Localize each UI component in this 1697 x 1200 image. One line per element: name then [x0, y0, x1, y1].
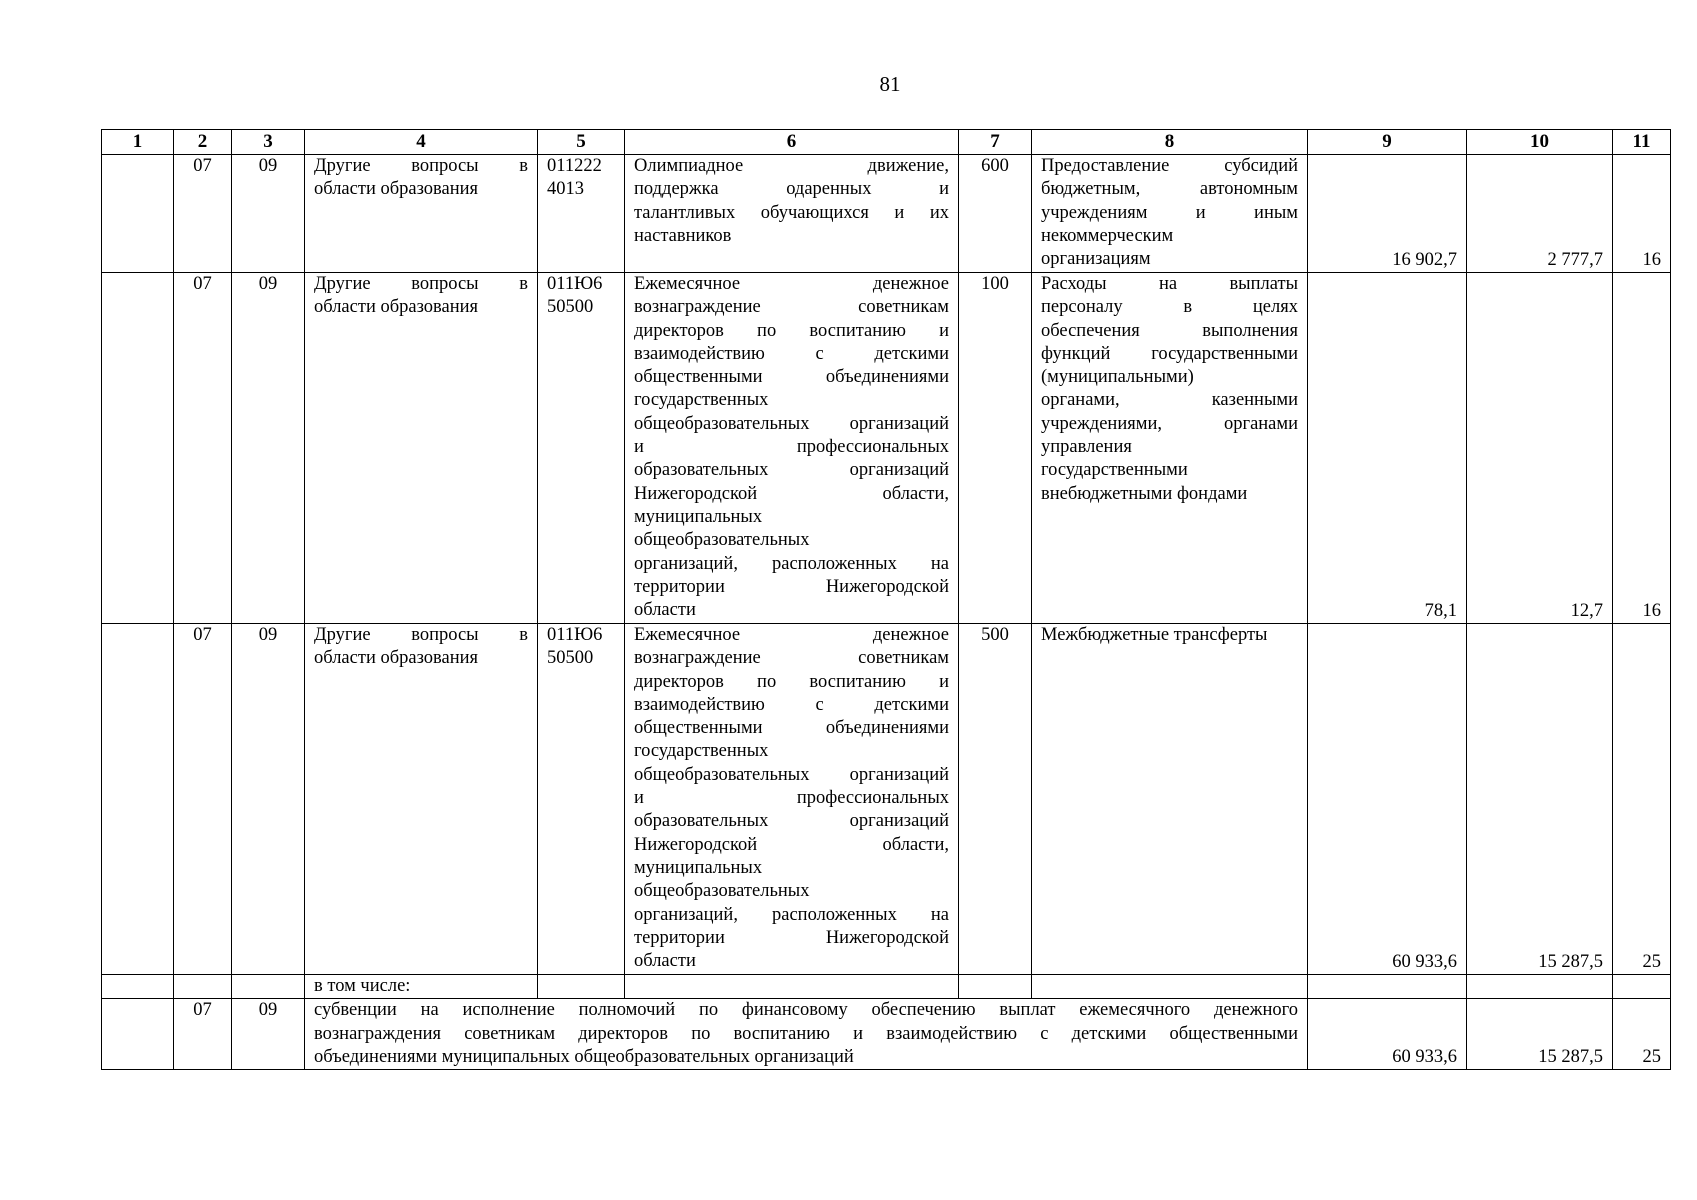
cell-section-name: [305, 624, 538, 975]
cell-empty: [1308, 975, 1467, 999]
table-row-subvention: [102, 999, 1671, 1070]
cell-empty: [174, 975, 232, 999]
text-line: Расходы на выплаты: [1041, 274, 1298, 294]
text-line: Нижегородской области,: [634, 834, 949, 855]
text-line: области образования: [314, 648, 479, 669]
cell-amount-9: 60 933,6: [1308, 999, 1467, 1070]
text-line: области образования: [314, 297, 479, 318]
text-line: общественными объединениями: [634, 367, 949, 388]
text-line: внебюджетными фондами: [1041, 483, 1248, 504]
text-line: муниципальных: [634, 857, 763, 878]
text-line: 011Ю6: [547, 274, 603, 294]
text-line: поддержка одаренных и: [634, 179, 949, 200]
cell-amount-10: 2 777,7: [1467, 155, 1613, 273]
text-line: и профессиональных: [634, 788, 949, 809]
subvention-text: [305, 999, 1308, 1070]
column-number: 7: [959, 130, 1032, 155]
text-line: Олимпиадное движение,: [634, 156, 949, 176]
column-number: 1: [102, 130, 174, 155]
text-line: наставников: [634, 225, 732, 246]
cell-col1: [102, 624, 174, 975]
text-line: образовательных организаций: [634, 811, 949, 832]
cell-empty: [1613, 975, 1671, 999]
cell-empty: [538, 975, 625, 999]
cell-subsection: 09: [232, 273, 305, 624]
including-label: в том числе:: [305, 975, 538, 999]
table-row: [102, 155, 1671, 273]
cell-empty: [232, 975, 305, 999]
cell-empty: [959, 975, 1032, 999]
cell-amount-9: 60 933,6: [1308, 624, 1467, 975]
table-row: [102, 273, 1671, 624]
cell-expense-type: 500: [959, 624, 1032, 975]
text-line: обеспечения выполнения: [1041, 320, 1298, 341]
text-line: организаций, расположенных на: [634, 553, 949, 574]
text-line: общеобразовательных организаций: [634, 764, 949, 785]
cell-col11: 25: [1613, 999, 1671, 1070]
text-line: директоров по воспитанию и: [634, 320, 949, 341]
cell-empty: [1032, 975, 1308, 999]
cell-empty: [1467, 975, 1613, 999]
text-line: области образования: [314, 179, 479, 200]
column-number: 5: [538, 130, 625, 155]
cell-amount-10: 15 287,5: [1467, 999, 1613, 1070]
text-line: и профессиональных: [634, 437, 949, 458]
page-number: 81: [879, 72, 901, 96]
text-line: государственными: [1041, 460, 1188, 481]
cell-target-code: [538, 155, 625, 273]
text-line: общеобразовательных организаций: [634, 413, 949, 434]
text-line: учреждениями, органами: [1041, 413, 1298, 434]
text-line: общественными объединениями: [634, 718, 949, 739]
cell-section-name: [305, 273, 538, 624]
text-line: персоналу в целях: [1041, 297, 1298, 318]
text-line: взаимодействию с детскими: [634, 694, 949, 715]
text-line: учреждениям и иным: [1041, 202, 1298, 223]
table-row-including: [102, 975, 1671, 999]
text-line: директоров по воспитанию и: [634, 671, 949, 692]
text-line: организациям: [1041, 249, 1151, 270]
cell-target-code: [538, 624, 625, 975]
cell-expense-type-name: [1032, 273, 1308, 624]
column-number: 11: [1613, 130, 1671, 155]
table-row: [102, 624, 1671, 975]
text-line: взаимодействию с детскими: [634, 343, 949, 364]
column-number-row: [102, 130, 1671, 155]
cell-empty: [102, 999, 174, 1070]
cell-empty: [625, 975, 959, 999]
text-line: области: [634, 600, 696, 621]
cell-col11: 16: [1613, 273, 1671, 624]
text-line: государственных: [634, 741, 769, 762]
cell-expense-type-name: [1032, 155, 1308, 273]
cell-expense-type: 600: [959, 155, 1032, 273]
cell-target-name: [625, 624, 959, 975]
text-line: Ежемесячное денежное: [634, 625, 949, 645]
text-line: управления: [1041, 437, 1132, 458]
text-line: образовательных организаций: [634, 460, 949, 481]
text-line: Другие вопросы в: [314, 156, 528, 176]
column-number: 9: [1308, 130, 1467, 155]
text-line: Межбюджетные трансферты: [1041, 625, 1268, 645]
text-line: 011222: [547, 156, 602, 176]
cell-col11: 16: [1613, 155, 1671, 273]
cell-subsection: 09: [232, 155, 305, 273]
text-line: объединениями муниципальных общеобразовательных организаций: [314, 1046, 854, 1067]
text-line: Нижегородской области,: [634, 483, 949, 504]
cell-section: 07: [174, 273, 232, 624]
text-line: вознаграждение советникам: [634, 297, 949, 318]
text-line: 011Ю6: [547, 625, 603, 645]
text-line: талантливых обучающихся и их: [634, 202, 949, 223]
cell-col1: [102, 155, 174, 273]
text-line: некоммерческим: [1041, 225, 1174, 246]
text-line: организаций, расположенных на: [634, 904, 949, 925]
text-line: Предоставление субсидий: [1041, 156, 1298, 176]
cell-col1: [102, 273, 174, 624]
text-line: субвенции на исполнение полномочий по финансовому обеспечению выплат ежемесячного денежного: [314, 1000, 1298, 1021]
text-line: муниципальных: [634, 506, 763, 527]
column-number: 2: [174, 130, 232, 155]
text-line: бюджетным, автономным: [1041, 179, 1298, 200]
column-number: 3: [232, 130, 305, 155]
text-line: органами, казенными: [1041, 390, 1298, 411]
text-line: (муниципальными): [1041, 367, 1194, 388]
cell-expense-type-name: [1032, 624, 1308, 975]
text-line: 50500: [547, 648, 594, 669]
cell-expense-type: 100: [959, 273, 1032, 624]
text-line: Другие вопросы в: [314, 274, 528, 294]
cell-amount-9: 78,1: [1308, 273, 1467, 624]
text-line: 50500: [547, 297, 594, 318]
cell-amount-10: 15 287,5: [1467, 624, 1613, 975]
cell-section: 07: [174, 624, 232, 975]
cell-target-name: [625, 273, 959, 624]
text-line: общеобразовательных: [634, 530, 810, 551]
column-number: 10: [1467, 130, 1613, 155]
cell-col11: 25: [1613, 624, 1671, 975]
text-line: территории Нижегородской: [634, 927, 949, 948]
column-number: 6: [625, 130, 959, 155]
cell-subsection: 09: [232, 999, 305, 1070]
column-number: 8: [1032, 130, 1308, 155]
text-line: функций государственными: [1041, 343, 1298, 364]
text-line: общеобразовательных: [634, 881, 810, 902]
cell-amount-9: 16 902,7: [1308, 155, 1467, 273]
column-number: 4: [305, 130, 538, 155]
cell-target-name: [625, 155, 959, 273]
cell-section: 07: [174, 999, 232, 1070]
cell-amount-10: 12,7: [1467, 273, 1613, 624]
text-line: государственных: [634, 390, 769, 411]
text-line: вознаграждение советникам: [634, 648, 949, 669]
cell-section: 07: [174, 155, 232, 273]
text-line: области: [634, 951, 696, 972]
text-line: Ежемесячное денежное: [634, 274, 949, 294]
text-line: вознаграждения советникам директоров по воспитанию и взаимодействию с детскими общественными: [314, 1023, 1298, 1044]
cell-target-code: [538, 273, 625, 624]
cell-subsection: 09: [232, 624, 305, 975]
text-line: территории Нижегородской: [634, 576, 949, 597]
cell-empty: [102, 975, 174, 999]
cell-section-name: [305, 155, 538, 273]
text-line: Другие вопросы в: [314, 625, 528, 645]
text-line: 4013: [547, 179, 584, 200]
budget-table: [101, 129, 1671, 1070]
